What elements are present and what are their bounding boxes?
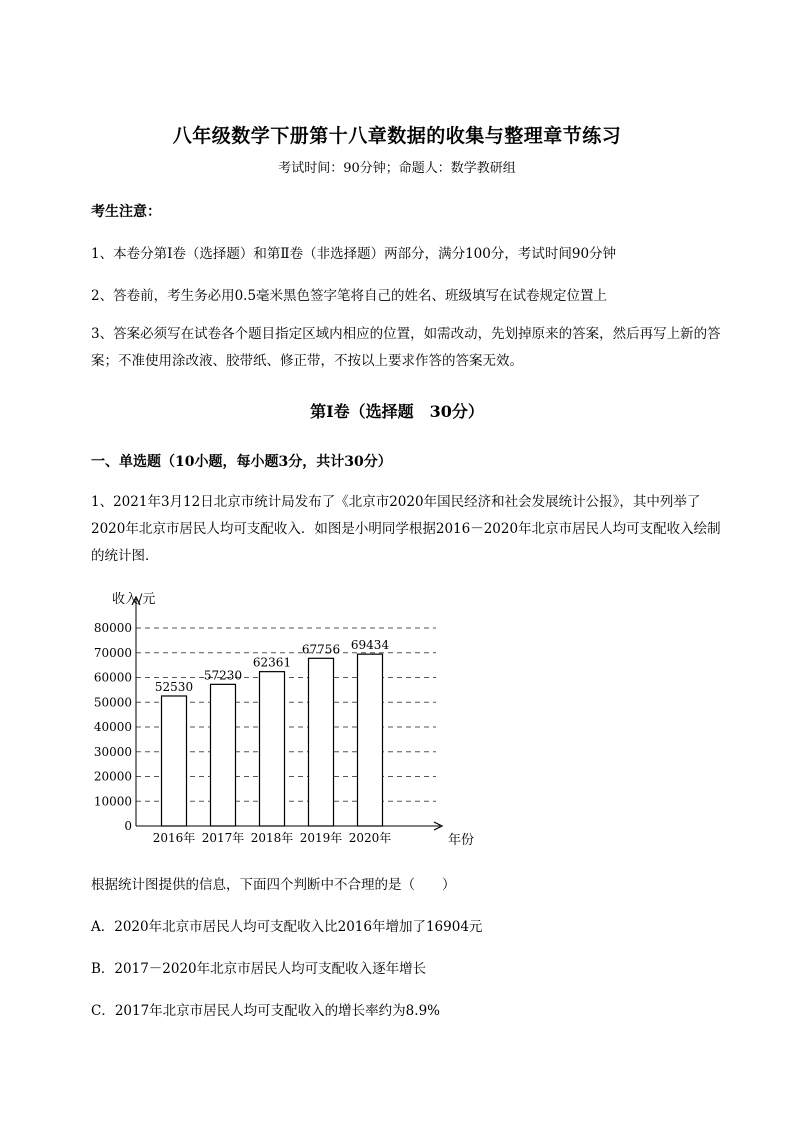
x-tick-label: 2019年 bbox=[299, 831, 343, 845]
x-axis-label: 年份 bbox=[448, 833, 475, 848]
data-label: 69434 bbox=[350, 638, 390, 653]
data-label: 62361 bbox=[252, 655, 292, 670]
y-tick-label: 10000 bbox=[93, 794, 132, 809]
x-tick-label: 2016年 bbox=[152, 831, 196, 845]
y-tick-label: 80000 bbox=[93, 621, 132, 635]
bar bbox=[309, 658, 334, 826]
option-c[interactable]: C．2017年北京市居民人均可支配收入的增长率约为8.9% bbox=[91, 1003, 440, 1019]
data-label: 52530 bbox=[154, 679, 194, 694]
notice-item: 3、答案必须写在试卷各个题目指定区域内相应的位置，如需改动，先划掉原来的答案，然后再写上新的答案；不准使用涂改液、胶带纸、修正带，不按以上要求作答的答案无效。 bbox=[91, 326, 721, 369]
option-a[interactable]: A．2020年北京市居民人均可支配收入比2016年增加了16904元 bbox=[91, 919, 483, 935]
bar bbox=[260, 672, 285, 826]
notice-heading: 考生注意： bbox=[91, 204, 161, 220]
data-label: 57230 bbox=[203, 668, 243, 683]
question-1-text: 1、2021年3月12日北京市统计局发布了《北京市2020年国民经济和社会发展统计公报》，其中列举了2020年北京市居民人均可支配收入．如图是小明同学根据2016－2020年北京市居民人均可支配收入绘制的统计图． bbox=[91, 494, 721, 564]
section-title: 第Ⅰ卷（选择题 30分） bbox=[310, 402, 484, 421]
y-tick-label: 30000 bbox=[93, 744, 132, 759]
notice-item: 2、答卷前，考生务必用0.5毫米黑色签字笔将自己的姓名、班级填写在试卷规定位置上 bbox=[91, 288, 608, 304]
x-tick-label: 2017年 bbox=[201, 831, 245, 845]
chart-bars bbox=[162, 654, 383, 826]
exam-info: 考试时间：90分钟；命题人：数学教研组 bbox=[278, 161, 516, 176]
option-b[interactable]: B．2017－2020年北京市居民人均可支配收入逐年增长 bbox=[91, 961, 427, 977]
bar bbox=[211, 684, 236, 826]
bar bbox=[162, 696, 187, 826]
y-tick-label: 40000 bbox=[93, 720, 132, 734]
x-tick-label: 2020年 bbox=[348, 831, 392, 845]
notice-item: 1、本卷分第Ⅰ卷（选择题）和第Ⅱ卷（非选择题）两部分，满分100分，考试时间90分钟 bbox=[91, 246, 617, 262]
income-bar-chart bbox=[88, 585, 475, 855]
y-tick-label: 0 bbox=[124, 819, 132, 833]
y-axis-label: 收入/元 bbox=[112, 592, 156, 607]
y-tick-label: 50000 bbox=[93, 695, 132, 710]
page-title: 八年级数学下册第十八章数据的收集与整理章节练习 bbox=[172, 125, 622, 147]
y-tick-label: 70000 bbox=[93, 645, 132, 660]
y-tick-label: 20000 bbox=[93, 769, 132, 784]
y-tick-label: 60000 bbox=[93, 670, 132, 685]
bar bbox=[358, 654, 383, 826]
data-label: 67756 bbox=[301, 642, 341, 657]
x-tick-label: 2018年 bbox=[250, 831, 294, 845]
part-heading: 一、单选题（10小题，每小题3分，共计30分） bbox=[91, 454, 392, 470]
question-1-prompt: 根据统计图提供的信息，下面四个判断中不合理的是（ ） bbox=[91, 877, 456, 893]
